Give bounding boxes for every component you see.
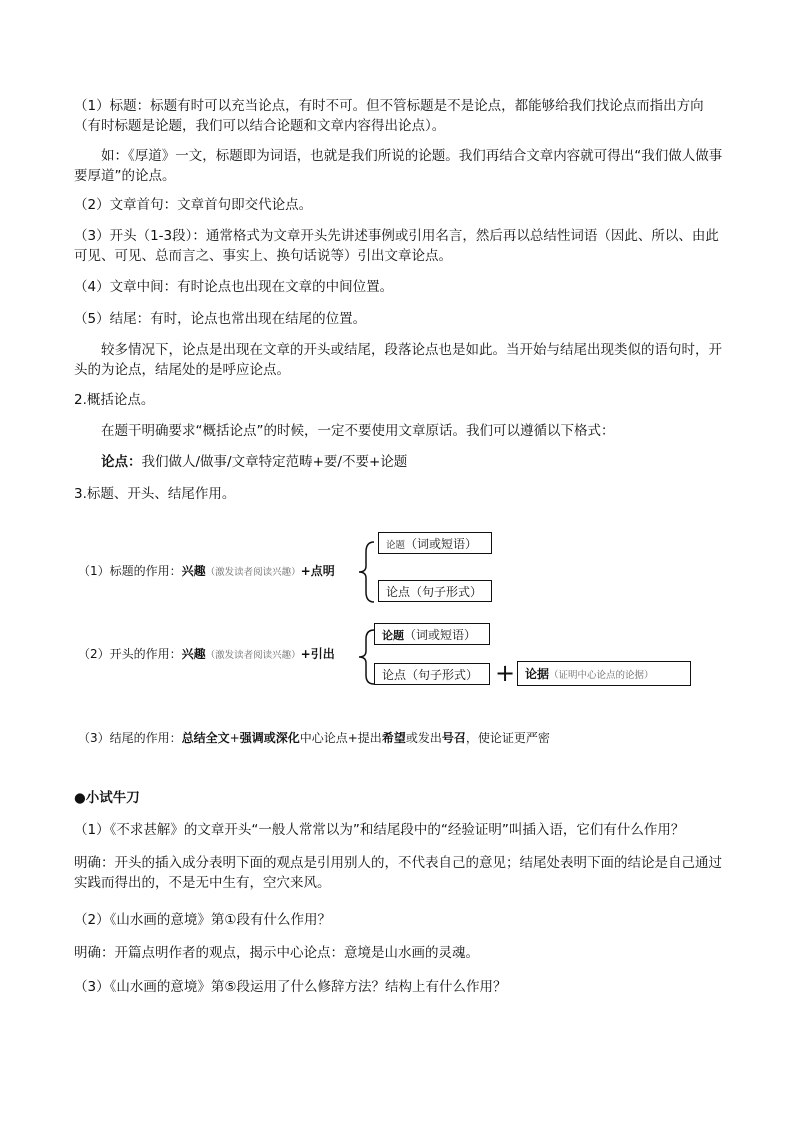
paragraph-summarize-format: 在题干明确要求“概括论点”的时候，一定不要使用文章原话。我们可以遵循以下格式： [101, 423, 615, 439]
paragraph-summary: 较多情况下，论点是出现在文章的开头或结尾，段落论点也是如此。当开始与结尾出现类似的语句时，开头的为论点，结尾处的是呼应论点。 [74, 342, 722, 378]
row1-box-topic [378, 532, 492, 554]
row1-box-topic-note: （词或短语） [405, 537, 478, 551]
row2-plus: +引出 [300, 647, 335, 661]
diagram-row2-label [78, 646, 335, 664]
row2-box-topic-note: （词或短语） [404, 628, 477, 642]
paragraph-ending: （5）结尾：有时，论点也常出现在结尾的位置。 [74, 311, 367, 327]
row1-bold: 兴趣 [181, 564, 206, 578]
row3-c: 强调或深化 [239, 731, 300, 745]
row3-e: +提出 [347, 731, 382, 745]
diagram-row1-label [78, 563, 335, 581]
paragraph-middle: （4）文章中间：有时论点也出现在文章的中间位置。 [74, 279, 394, 295]
row3-b: + [229, 731, 240, 745]
row2-bold: 兴趣 [181, 647, 206, 661]
row2-evidence-label: 论据 [525, 667, 550, 681]
formula-label: 论点： [101, 454, 142, 470]
row1-box-thesis: 论点（句子形式） [378, 580, 492, 602]
paragraph-example-houdao: 如：《厚道》一文，标题即为词语，也就是我们所说的论题。我们再结合文章内容就可得出“我们做人做事要厚道”的论点。 [74, 148, 723, 184]
heading-function: 3.标题、开头、结尾作用。 [74, 486, 236, 502]
paragraph-title-as-thesis: （1）标题：标题有时可以充当论点，有时不可。但不管标题是不是论点，都能够给我们找论点而指出方向（有时标题是论题，我们可以结合论题和文章内容得出论点）。 [74, 98, 704, 134]
practice-a2: 明确：开篇点明作者的观点，揭示中心论点：意境是山水画的灵魂。 [74, 945, 479, 961]
row2-note: （激发读者阅读兴趣） [205, 650, 301, 661]
paragraph-first-sentence: （2）文章首句：文章首句即交代论点。 [74, 197, 313, 213]
practice-heading: ●小试牛刀 [74, 790, 140, 806]
formula-text: 我们做人/做事/文章特定范畴+要/不要+论题 [141, 454, 408, 470]
row1-plus: +点明 [300, 564, 335, 578]
row3-g: 或发出 [405, 731, 442, 745]
row2-box-topic-label: 论题 [382, 629, 404, 642]
practice-q3: （3）《山水画的意境》第⑤段运用了什么修辞方法？结构上有什么作用？ [74, 979, 507, 995]
practice-a1: 明确：开头的插入成分表明下面的观点是引用别人的，不代表自己的意见；结尾处表明下面的结论是自己通过实践而得出的，不是无中生有，空穴来风。 [74, 855, 722, 891]
row1-label-text: （1）标题的作用： [78, 564, 182, 578]
row2-box-topic [374, 623, 490, 645]
row1-box-topic-label: 论题 [386, 540, 406, 551]
row2-box-thesis: 论点（句子形式） [374, 663, 490, 685]
heading-summarize-thesis: 2.概括论点。 [74, 392, 155, 408]
practice-q1: （1）《不求甚解》的文章开头“一般人常常以为”和结尾段中的“经验证明”叫插入语，它们有什么作用？ [74, 822, 685, 838]
row3-h: 号召 [441, 731, 466, 745]
diagram-row3-label [78, 730, 550, 746]
row2-box-evidence [517, 661, 691, 686]
row1-brace-icon [356, 538, 378, 606]
row3-label-text: （3）结尾的作用： [78, 731, 182, 745]
paragraph-opening: （3）开头（1-3段）：通常格式为文章开头先讲述事例或引用名言，然后再以总结性词语（因此、所以、由此可见、可见、总而言之、事实上、换句话说等）引出文章论点。 [74, 228, 719, 264]
row1-note: （激发读者阅读兴趣） [205, 567, 301, 578]
row2-label-text: （2）开头的作用： [78, 647, 182, 661]
row2-big-plus: + [495, 659, 516, 687]
row3-a: 总结全文 [181, 731, 230, 745]
paragraph-thesis-formula [74, 452, 724, 472]
practice-q2: （2）《山水画的意境》第①段有什么作用？ [74, 912, 331, 928]
row2-evidence-note: （证明中心论点的论据） [549, 670, 654, 681]
row3-i: ，使论证更严密 [465, 731, 550, 745]
row3-d: 中心论点 [299, 731, 348, 745]
row3-f: 希望 [381, 731, 406, 745]
